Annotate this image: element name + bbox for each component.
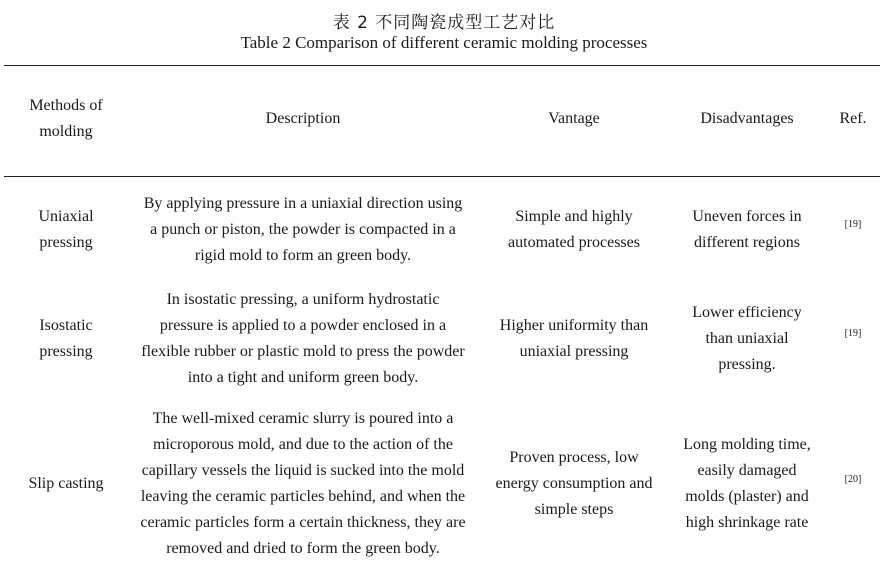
header-vantage: Vantage	[548, 110, 600, 127]
table-cell-disadvantages: Uneven forces in different regions	[692, 208, 802, 251]
table-cell-description: The well-mixed ceramic slurry is poured into a microporous mold, and due to the action of the capillary vessels the liquid is sucked into the mold leaving the ceramic particles behind, and when the ceramic particles form a certain thickness, they are removed and dried to form the green body.	[140, 410, 466, 557]
table-cell-method: Slip casting	[28, 475, 104, 492]
table-cell-method: Isostatic pressing	[39, 317, 93, 360]
table-cell-disadvantages: Long molding time, easily damaged molds (plaster) and high shrinkage rate	[683, 436, 811, 531]
header-ref: Ref.	[839, 110, 867, 127]
table-cell-method: Uniaxial pressing	[38, 208, 94, 251]
table-cell-ref: [19]	[844, 328, 862, 339]
header-disadvantages: Disadvantages	[700, 110, 794, 127]
table-cell-ref: [19]	[844, 219, 862, 230]
table-cell-vantage: Simple and highly automated processes	[508, 208, 640, 251]
header-methods-of-molding: Methods of molding	[29, 97, 103, 140]
table-caption-chinese: 表 2 不同陶瓷成型工艺对比	[332, 13, 556, 33]
table-cell-vantage: Higher uniformity than uniaxial pressing	[499, 317, 649, 360]
table-caption-english: Table 2 Comparison of different ceramic molding processes	[240, 33, 648, 52]
table-top-rule	[4, 65, 880, 66]
table-cell-description: In isostatic pressing, a uniform hydrostatic pressure is applied to a powder enclosed in a flexible rubber or plastic mold to press the powder into a tight and uniform green body.	[141, 291, 465, 386]
header-description: Description	[265, 110, 341, 127]
table-header-rule	[4, 176, 880, 177]
table-cell-ref: [20]	[844, 474, 862, 485]
table-cell-description: By applying pressure in a uniaxial direction using a punch or piston, the powder is compacted in a rigid mold to form an green body.	[143, 195, 463, 264]
table-cell-vantage: Proven process, low energy consumption and simple steps	[495, 449, 653, 518]
table-cell-disadvantages: Lower efficiency than uniaxial pressing.	[692, 304, 802, 373]
